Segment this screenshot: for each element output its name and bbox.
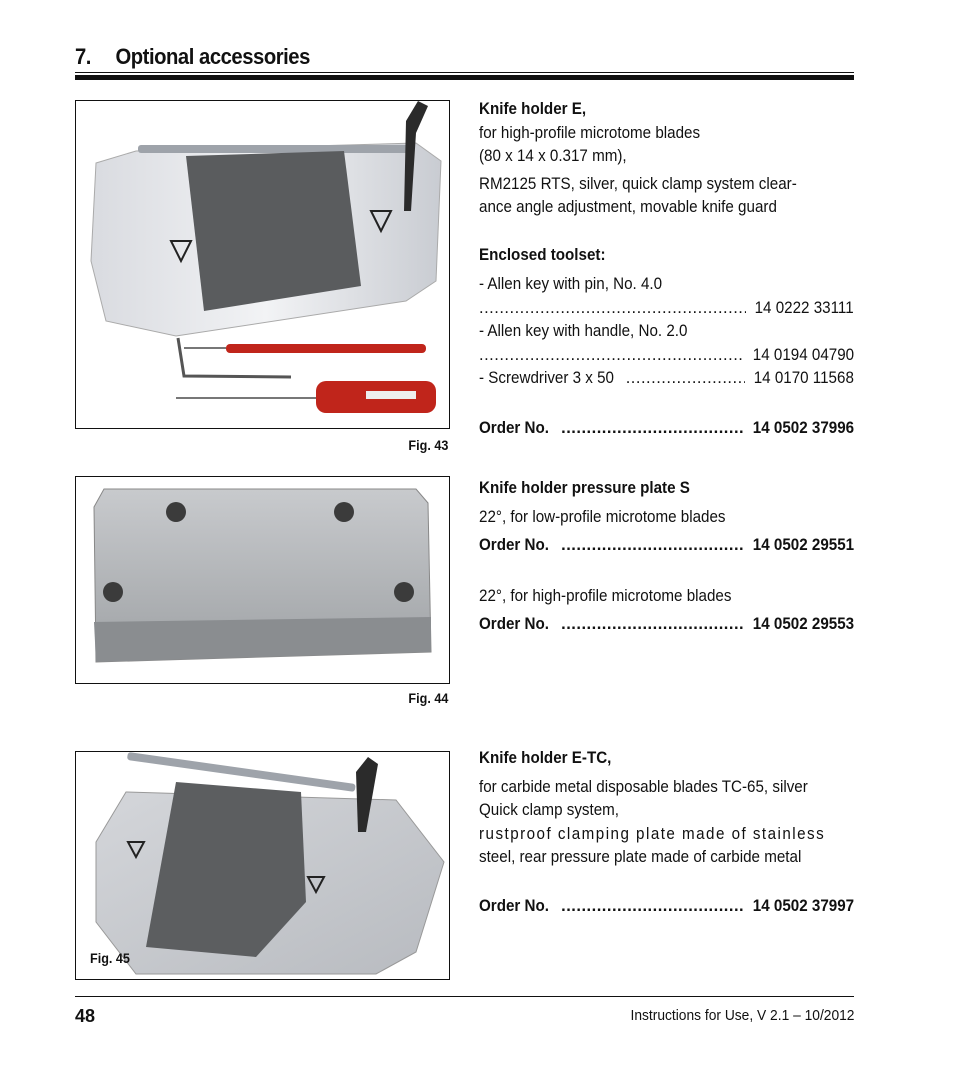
knife-holder-e-tc-line-2: Quick clamp system, <box>479 801 620 819</box>
tool-2-order-number: 14 0194 04790 <box>752 345 854 364</box>
leader-dots <box>561 417 744 441</box>
figure-45-knife-holder-e-tc <box>75 751 450 980</box>
figure-44-caption: Fig. 44 <box>408 690 448 706</box>
order-label: Order No. <box>479 615 550 633</box>
knife-holder-e-tc-line-3: rustproof clamping plate made of stainless <box>479 824 826 843</box>
pressure-plate-variant-2: 22°, for high-profile microtome blades <box>479 586 732 605</box>
knife-holder-e-order-number: 14 0502 37996 <box>752 418 854 437</box>
tool-2-order-row <box>479 344 854 368</box>
tool-3-name: - Screwdriver 3 x 50 <box>479 369 614 387</box>
order-label: Order No. <box>479 536 550 554</box>
leader-dots <box>626 367 745 391</box>
knife-holder-e-tc-illustration <box>76 752 449 979</box>
tool-1-order-number: 14 0222 33111 <box>754 298 854 317</box>
leader-dots <box>561 613 744 637</box>
pressure-plate-order-row-2 <box>479 613 854 637</box>
tool-3-order-number: 14 0170 11568 <box>753 369 854 387</box>
pressure-plate-variant-1: 22°, for low-profile microtome blades <box>479 507 726 526</box>
knife-holder-e-illustration <box>76 101 449 428</box>
knife-holder-e-desc-2: ance angle adjustment, movable knife guard <box>479 198 777 216</box>
tool-3-order-row <box>479 367 854 391</box>
figure-43-caption: Fig. 43 <box>408 437 448 453</box>
order-label: Order No. <box>479 896 550 915</box>
knife-holder-e-tc-order-number: 14 0502 37997 <box>752 896 854 915</box>
toolset-title: Enclosed toolset: <box>479 245 606 264</box>
knife-holder-e-tc-order-row <box>479 895 854 919</box>
knife-holder-e-tc-line-1: for carbide metal disposable blades TC-65, silver <box>479 777 808 796</box>
leader-dots <box>479 344 744 368</box>
section-heading <box>75 44 792 70</box>
knife-holder-e-section <box>479 98 854 440</box>
section-header <box>75 44 854 70</box>
knife-holder-e-line-2: (80 x 14 x 0.317 mm), <box>479 147 627 165</box>
header-rule-thin <box>75 72 854 73</box>
tool-1-order-row <box>479 297 854 321</box>
page-number: 48 <box>75 1006 96 1026</box>
section-number: 7. <box>75 44 91 69</box>
knife-holder-e-tc-line-4: steel, rear pressure plate made of carbide metal <box>479 848 802 866</box>
section-title: Optional accessories <box>115 44 310 69</box>
knife-holder-e-tc-title: Knife holder E-TC, <box>479 749 612 767</box>
knife-holder-e-order-row <box>479 417 854 441</box>
pressure-plate-order-number-1: 14 0502 29551 <box>752 536 854 554</box>
leader-dots <box>479 297 746 321</box>
knife-holder-e-desc-1: RM2125 RTS, silver, quick clamp system clear- <box>479 174 797 193</box>
order-label: Order No. <box>479 418 550 437</box>
footer-text: Instructions for Use, V 2.1 – 10/2012 <box>629 1007 854 1024</box>
knife-holder-e-line-1: for high-profile microtome blades <box>479 123 701 142</box>
pressure-plate-order-row-1 <box>479 534 854 558</box>
footer-rule <box>75 996 854 997</box>
figure-44-pressure-plate <box>75 476 450 684</box>
pressure-plate-title: Knife holder pressure plate S <box>479 479 690 497</box>
leader-dots <box>561 895 744 919</box>
pressure-plate-section <box>479 477 854 637</box>
pressure-plate-illustration <box>76 477 449 683</box>
header-rule-thick <box>75 75 854 80</box>
pressure-plate-order-number-2: 14 0502 29553 <box>752 615 854 633</box>
knife-holder-e-tc-section <box>479 747 854 918</box>
figure-45-caption: Fig. 45 <box>90 950 130 966</box>
tool-2-name: - Allen key with handle, No. 2.0 <box>479 322 688 340</box>
knife-holder-e-title: Knife holder E, <box>479 100 587 118</box>
leader-dots <box>561 534 744 558</box>
tool-1-name: - Allen key with pin, No. 4.0 <box>479 275 663 293</box>
figure-43-knife-holder-e <box>75 100 450 429</box>
